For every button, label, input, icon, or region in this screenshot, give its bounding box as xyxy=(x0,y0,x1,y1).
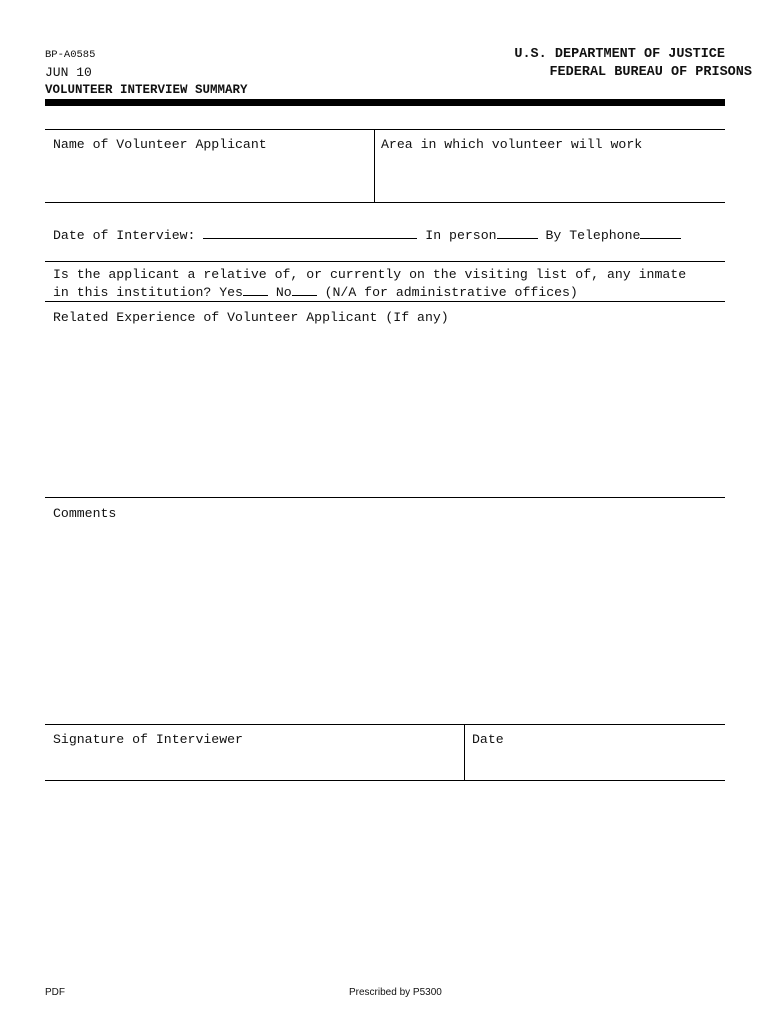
row-divider xyxy=(45,724,725,725)
row-divider xyxy=(45,202,725,203)
comments-field[interactable] xyxy=(46,524,724,720)
form-title: VOLUNTEER INTERVIEW SUMMARY xyxy=(45,83,248,97)
experience-label: Related Experience of Volunteer Applicant (If any) xyxy=(53,310,449,325)
relative-no-label: No xyxy=(275,285,292,300)
header-rule xyxy=(45,99,725,106)
interview-date-row xyxy=(53,226,681,243)
row-divider xyxy=(45,261,725,262)
form-code: BP-A0585 xyxy=(45,49,96,61)
in-person-label: In person xyxy=(425,228,497,243)
form-date: JUN 10 xyxy=(45,65,92,80)
relative-na-note: (N/A for administrative offices) xyxy=(324,285,578,300)
by-telephone-field[interactable] xyxy=(640,226,681,239)
column-divider xyxy=(464,724,465,780)
bureau-name: FEDERAL BUREAU OF PRISONS xyxy=(549,65,752,80)
interview-date-label: Date of Interview: xyxy=(53,228,196,243)
relative-yes-label: in this institution? Yes xyxy=(53,285,243,300)
date-label: Date xyxy=(472,732,504,747)
volunteer-name-field[interactable] xyxy=(46,155,372,200)
relative-no-field[interactable] xyxy=(292,283,317,296)
column-divider xyxy=(374,129,375,202)
work-area-label: Area in which volunteer will work xyxy=(381,137,643,152)
relative-yes-field[interactable] xyxy=(243,283,268,296)
interview-date-field[interactable] xyxy=(203,226,417,239)
row-divider xyxy=(45,129,725,130)
agency-name: U.S. DEPARTMENT OF JUSTICE xyxy=(514,47,725,62)
signature-label: Signature of Interviewer xyxy=(53,732,243,747)
comments-label: Comments xyxy=(53,506,117,521)
by-telephone-label: By Telephone xyxy=(545,228,641,243)
relative-question-line1: Is the applicant a relative of, or currently on the visiting list of, any inmate xyxy=(53,267,687,282)
work-area-field[interactable] xyxy=(376,155,724,200)
in-person-field[interactable] xyxy=(497,226,538,239)
signature-date-field[interactable] xyxy=(466,750,724,778)
row-divider xyxy=(45,301,725,302)
experience-field[interactable] xyxy=(46,328,724,494)
relative-question-line2 xyxy=(53,283,578,300)
row-divider xyxy=(45,780,725,781)
footer-prescribed: Prescribed by P5300 xyxy=(349,987,442,998)
signature-field[interactable] xyxy=(46,750,462,778)
row-divider xyxy=(45,497,725,498)
footer-format: PDF xyxy=(45,987,65,998)
volunteer-name-label: Name of Volunteer Applicant xyxy=(53,137,267,152)
